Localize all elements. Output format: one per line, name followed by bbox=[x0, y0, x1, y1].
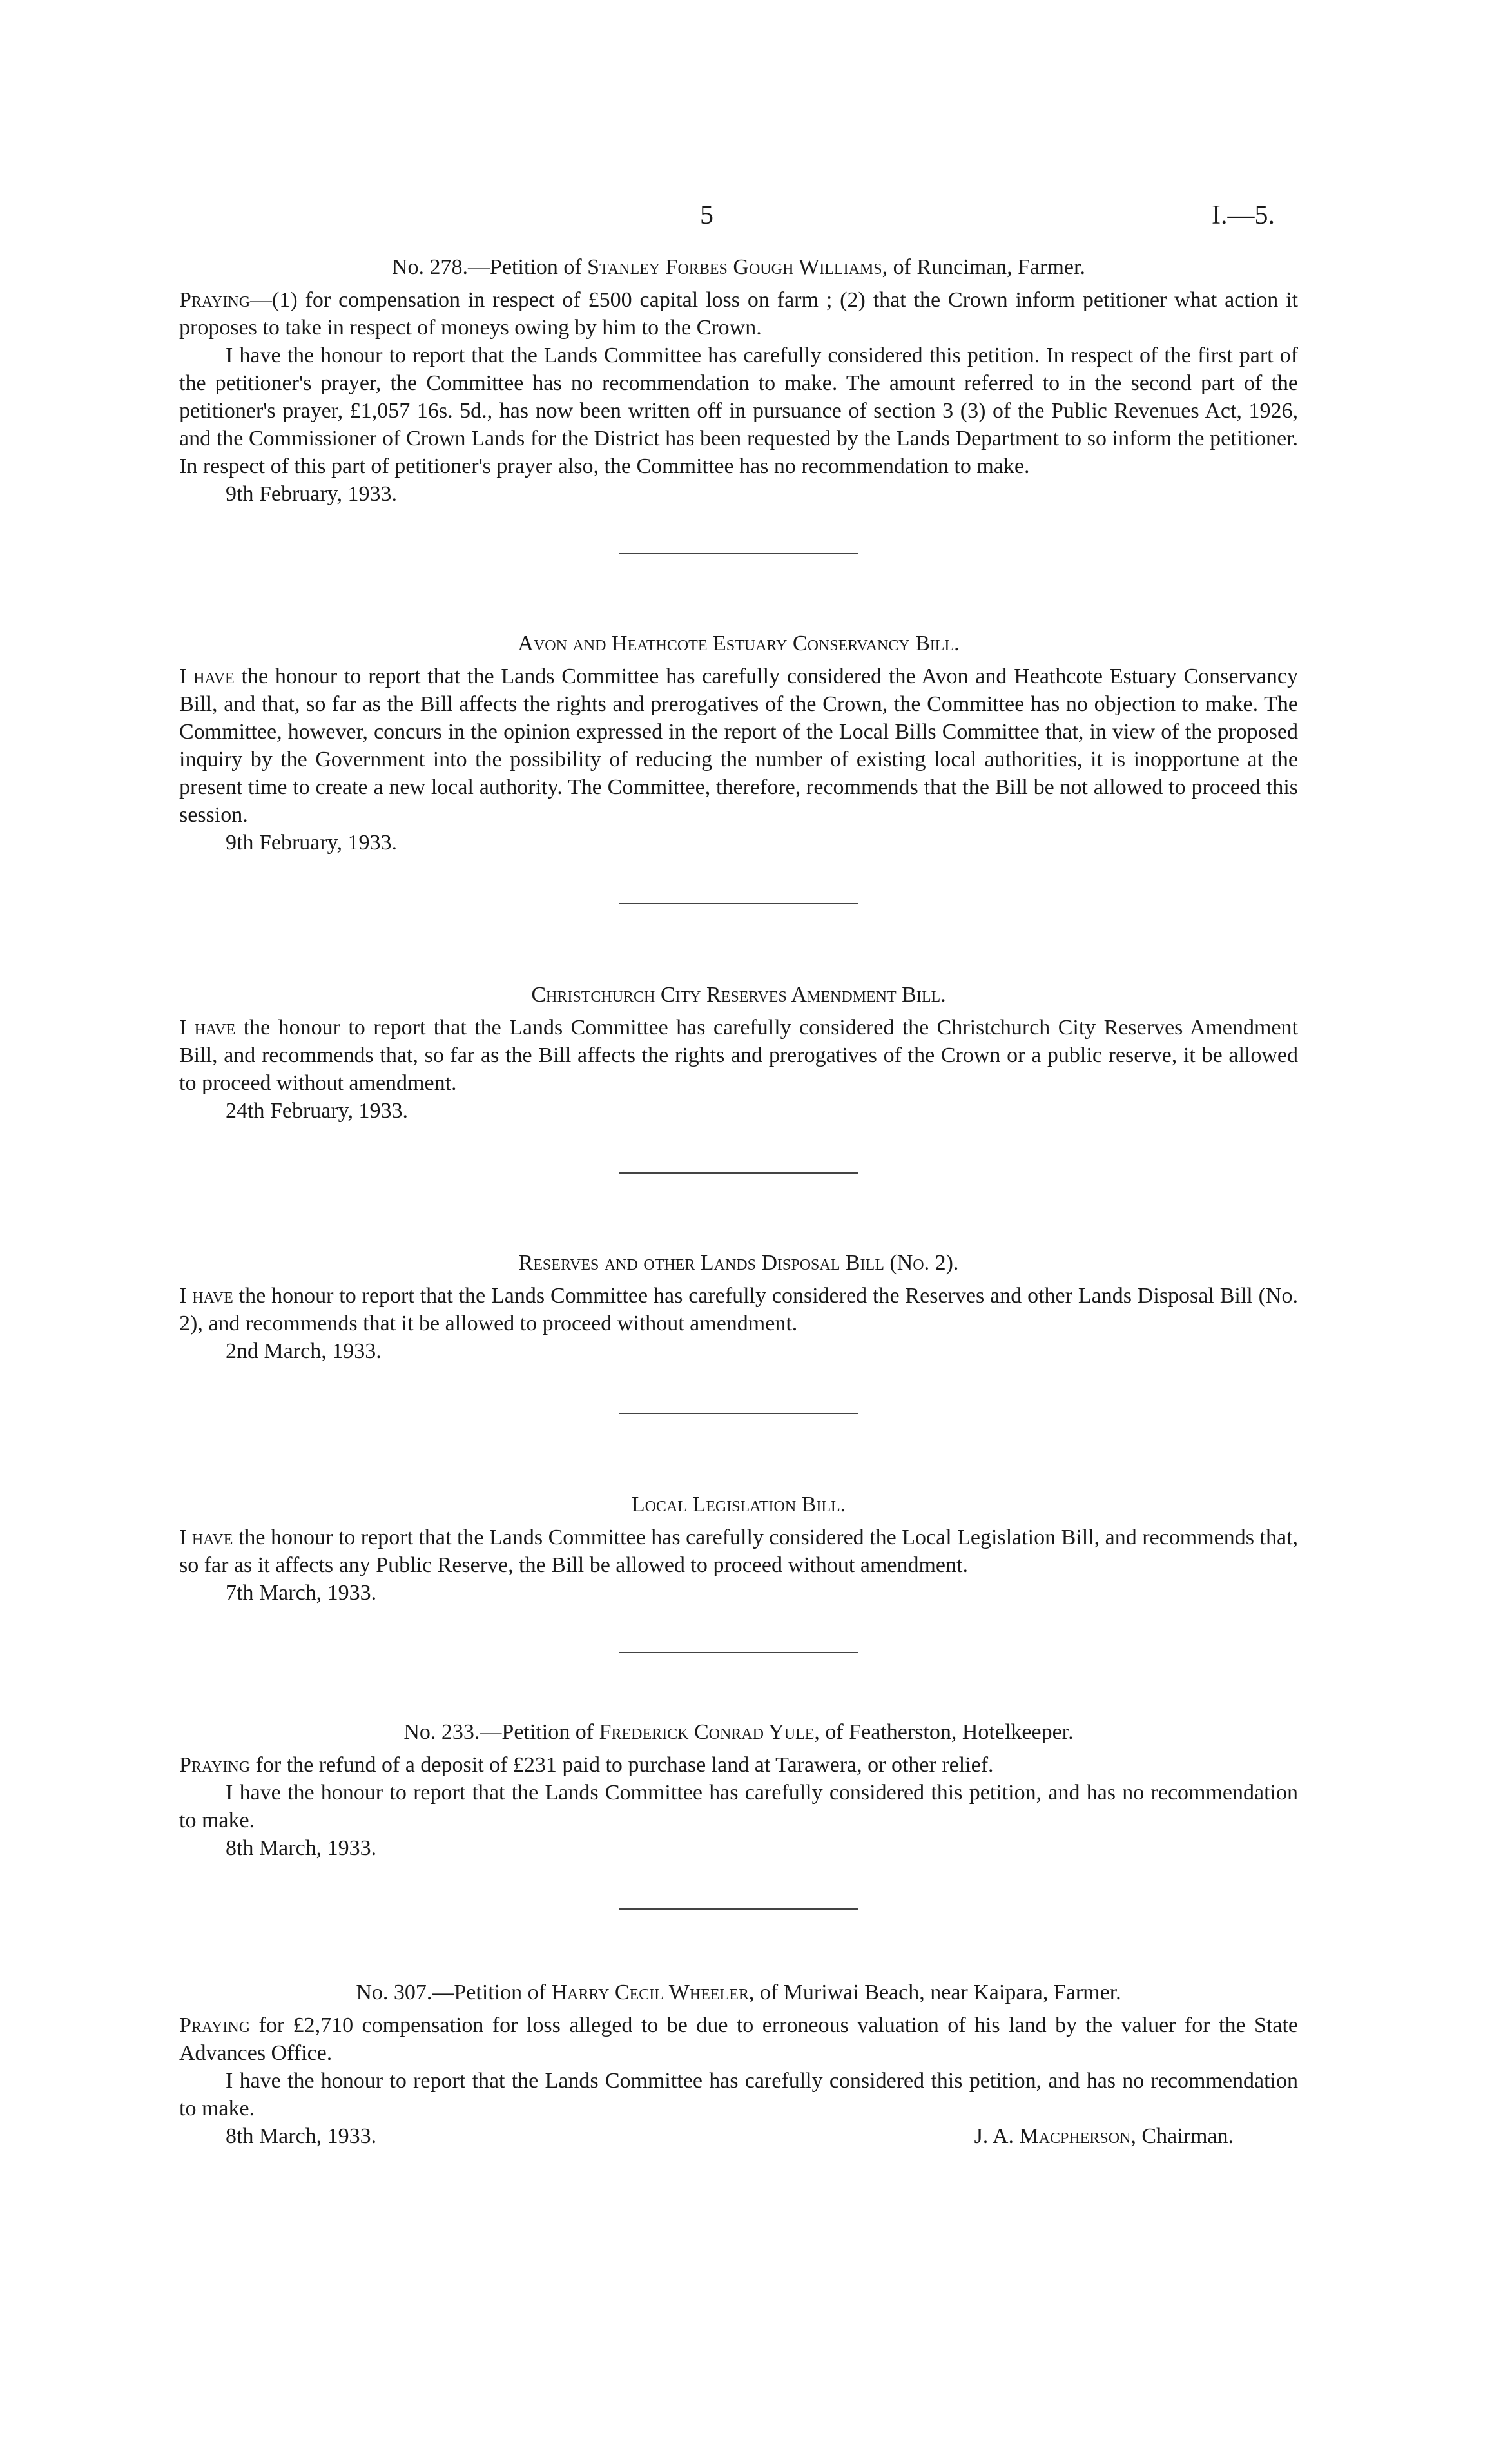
chairman-signature: J. A. Macpherson, Chairman. bbox=[974, 2124, 1234, 2148]
report-date: 2nd March, 1933. bbox=[226, 1339, 382, 1363]
section-divider bbox=[619, 1908, 858, 1910]
petition-307 bbox=[179, 1978, 1298, 2150]
prayer-paragraph: Praying for the refund of a deposit of £231 paid to purchase land at Tarawera, or other relief. bbox=[179, 1753, 994, 1777]
report-date: 9th February, 1933. bbox=[226, 831, 397, 855]
petition-233 bbox=[179, 1718, 1298, 1862]
prayer-paragraph: Praying—(1) for compensation in respect of £500 capital loss on farm ; (2) that the Crown inform petitioner what action it proposes to take in respect of moneys owing by him to the Crown. bbox=[179, 288, 1298, 340]
petitioner-name: Harry Cecil Wheeler bbox=[551, 1981, 749, 2004]
paper-reference: I.—5. bbox=[1212, 200, 1275, 230]
report-paragraph: I have the honour to report that the Lands Committee has carefully considered the Reserves and other Lands Disposal Bill (No. 2), and recommends that it be allowed to proceed without amendment. bbox=[179, 1284, 1298, 1335]
section-divider bbox=[619, 903, 858, 904]
section-divider bbox=[619, 553, 858, 554]
christchurch-reserves-bill bbox=[179, 980, 1298, 1125]
report-date: 7th March, 1933. bbox=[226, 1581, 377, 1605]
report-date: 8th March, 1933. bbox=[226, 2124, 377, 2148]
reserves-disposal-bill bbox=[179, 1248, 1298, 1365]
section-divider bbox=[619, 1413, 858, 1414]
petition-278 bbox=[179, 253, 1298, 508]
report-paragraph: I have the honour to report that the Lands Committee has carefully considered this petition, and has no recommendation to make. bbox=[179, 2069, 1298, 2120]
section-title: No. 278.—Petition of Stanley Forbes Gough Williams, of Runciman, Farmer. bbox=[392, 255, 1085, 279]
document-body bbox=[179, 253, 1298, 2150]
report-paragraph: I have the honour to report that the Lands Committee has carefully considered the Avon and Heathcote Estuary Conservancy Bill, and that, so far as the Bill affects the rights and prerogatives of the Crown, the Committee has no objection to make. The Committee, however, concurs in the opinion expressed in the report of the Local Bills Committee that, in view of the proposed inquiry by the Government into the possibility of reducing the number of existing local authorities, it is inopportune at the present time to create a new local authority. The Committee, therefore, recommends that the Bill be not allowed to proceed this session. bbox=[179, 664, 1298, 827]
report-paragraph: I have the honour to report that the Lands Committee has carefully considered this petition. In respect of the first part of the petitioner's prayer, the Committee has no recommendation to make. The amount referred to in the second part of the petitioner's prayer, £1,057 16s. 5d., has now been written off in pursuance of section 3 (3) of the Public Revenues Act, 1926, and the Commissioner of Crown Lands for the District has been requested by the Lands Department to so inform the petitioner. In respect of this part of petitioner's prayer also, the Committee has no recommendation to make. bbox=[179, 344, 1298, 478]
report-date: 24th February, 1933. bbox=[226, 1099, 408, 1123]
prayer-paragraph: Praying for £2,710 compensation for loss alleged to be due to erroneous valuation of his land by the valuer for the State Advances Office. bbox=[179, 2013, 1298, 2065]
section-divider bbox=[619, 1652, 858, 1653]
section-title: No. 307.—Petition of Harry Cecil Wheeler, of Muriwai Beach, near Kaipara, Farmer. bbox=[356, 1981, 1121, 2004]
report-paragraph: I have the honour to report that the Lands Committee has carefully considered the Local Legislation Bill, and recommends that, so far as it affects any Public Reserve, the Bill be allowed to proceed without amendment. bbox=[179, 1526, 1298, 1577]
report-date: 9th February, 1933. bbox=[226, 482, 397, 506]
section-title: Local Legislation Bill. bbox=[631, 1493, 846, 1517]
petitioner-name: Stanley Forbes Gough Williams bbox=[587, 255, 882, 279]
petitioner-name: Frederick Conrad Yule bbox=[599, 1720, 815, 1744]
local-legislation-bill bbox=[179, 1490, 1298, 1607]
date-and-signature bbox=[179, 2122, 1298, 2150]
section-title: No. 233.—Petition of Frederick Conrad Yule, of Featherston, Hotelkeeper. bbox=[403, 1720, 1074, 1744]
report-date: 8th March, 1933. bbox=[226, 1836, 377, 1860]
report-paragraph: I have the honour to report that the Lands Committee has carefully considered this petition, and has no recommendation to make. bbox=[179, 1781, 1298, 1832]
avon-heathcote-bill bbox=[179, 629, 1298, 857]
section-title: Reserves and other Lands Disposal Bill (No. 2). bbox=[518, 1251, 959, 1275]
page-number: 5 bbox=[700, 200, 713, 230]
section-divider bbox=[619, 1172, 858, 1174]
report-paragraph: I have the honour to report that the Lands Committee has carefully considered the Christchurch City Reserves Amendment Bill, and recommends that, so far as the Bill affects the rights and prerogatives of the Crown or a public reserve, it be allowed to proceed without amendment. bbox=[179, 1016, 1299, 1095]
section-title: Christchurch City Reserves Amendment Bill. bbox=[531, 983, 946, 1007]
section-title: Avon and Heathcote Estuary Conservancy Bill. bbox=[518, 632, 960, 655]
